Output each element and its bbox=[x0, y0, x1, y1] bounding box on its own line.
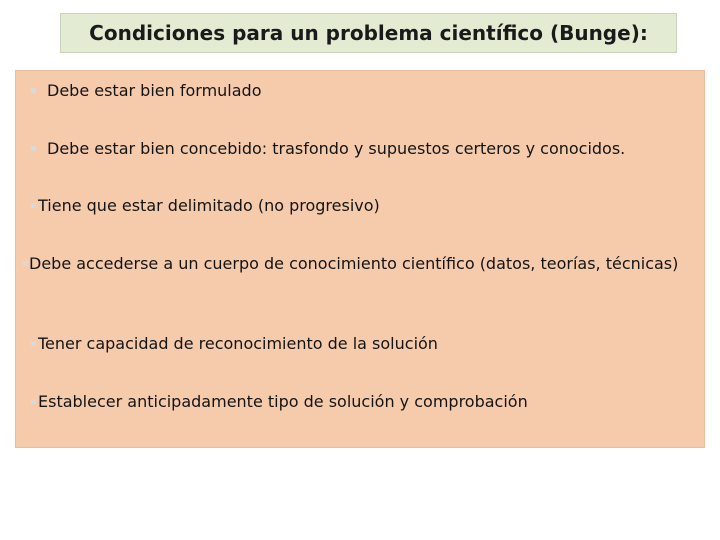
square-bullet-icon bbox=[31, 341, 36, 346]
bullet-item bbox=[16, 79, 704, 102]
slide-title: Condiciones para un problema científico (Bunge): bbox=[89, 21, 648, 45]
square-bullet-icon bbox=[31, 203, 36, 208]
bullet-item bbox=[16, 137, 704, 160]
bullet-item-text: Tener capacidad de reconocimiento de la solución bbox=[38, 334, 438, 353]
bullet-item-text: Debe estar bien concebido: trasfondo y supuestos certeros y conocidos. bbox=[47, 139, 626, 158]
bullet-item-text: Tiene que estar delimitado (no progresivo) bbox=[38, 196, 380, 215]
square-bullet-icon bbox=[23, 261, 28, 266]
bullet-list-panel bbox=[15, 70, 705, 448]
bullet-item-text: Establecer anticipadamente tipo de solución y comprobación bbox=[38, 392, 528, 411]
bullet-item-text: Debe estar bien formulado bbox=[47, 81, 262, 100]
square-bullet-icon bbox=[31, 146, 36, 151]
bullet-item bbox=[16, 194, 704, 217]
bullet-item bbox=[16, 252, 704, 275]
bullet-item bbox=[16, 390, 704, 413]
square-bullet-icon bbox=[31, 399, 36, 404]
bullet-item-text: Debe accederse a un cuerpo de conocimiento científico (datos, teorías, técnicas) bbox=[29, 254, 679, 273]
square-bullet-icon bbox=[31, 88, 36, 93]
slide-title-box bbox=[60, 13, 677, 53]
bullet-item bbox=[16, 332, 704, 355]
